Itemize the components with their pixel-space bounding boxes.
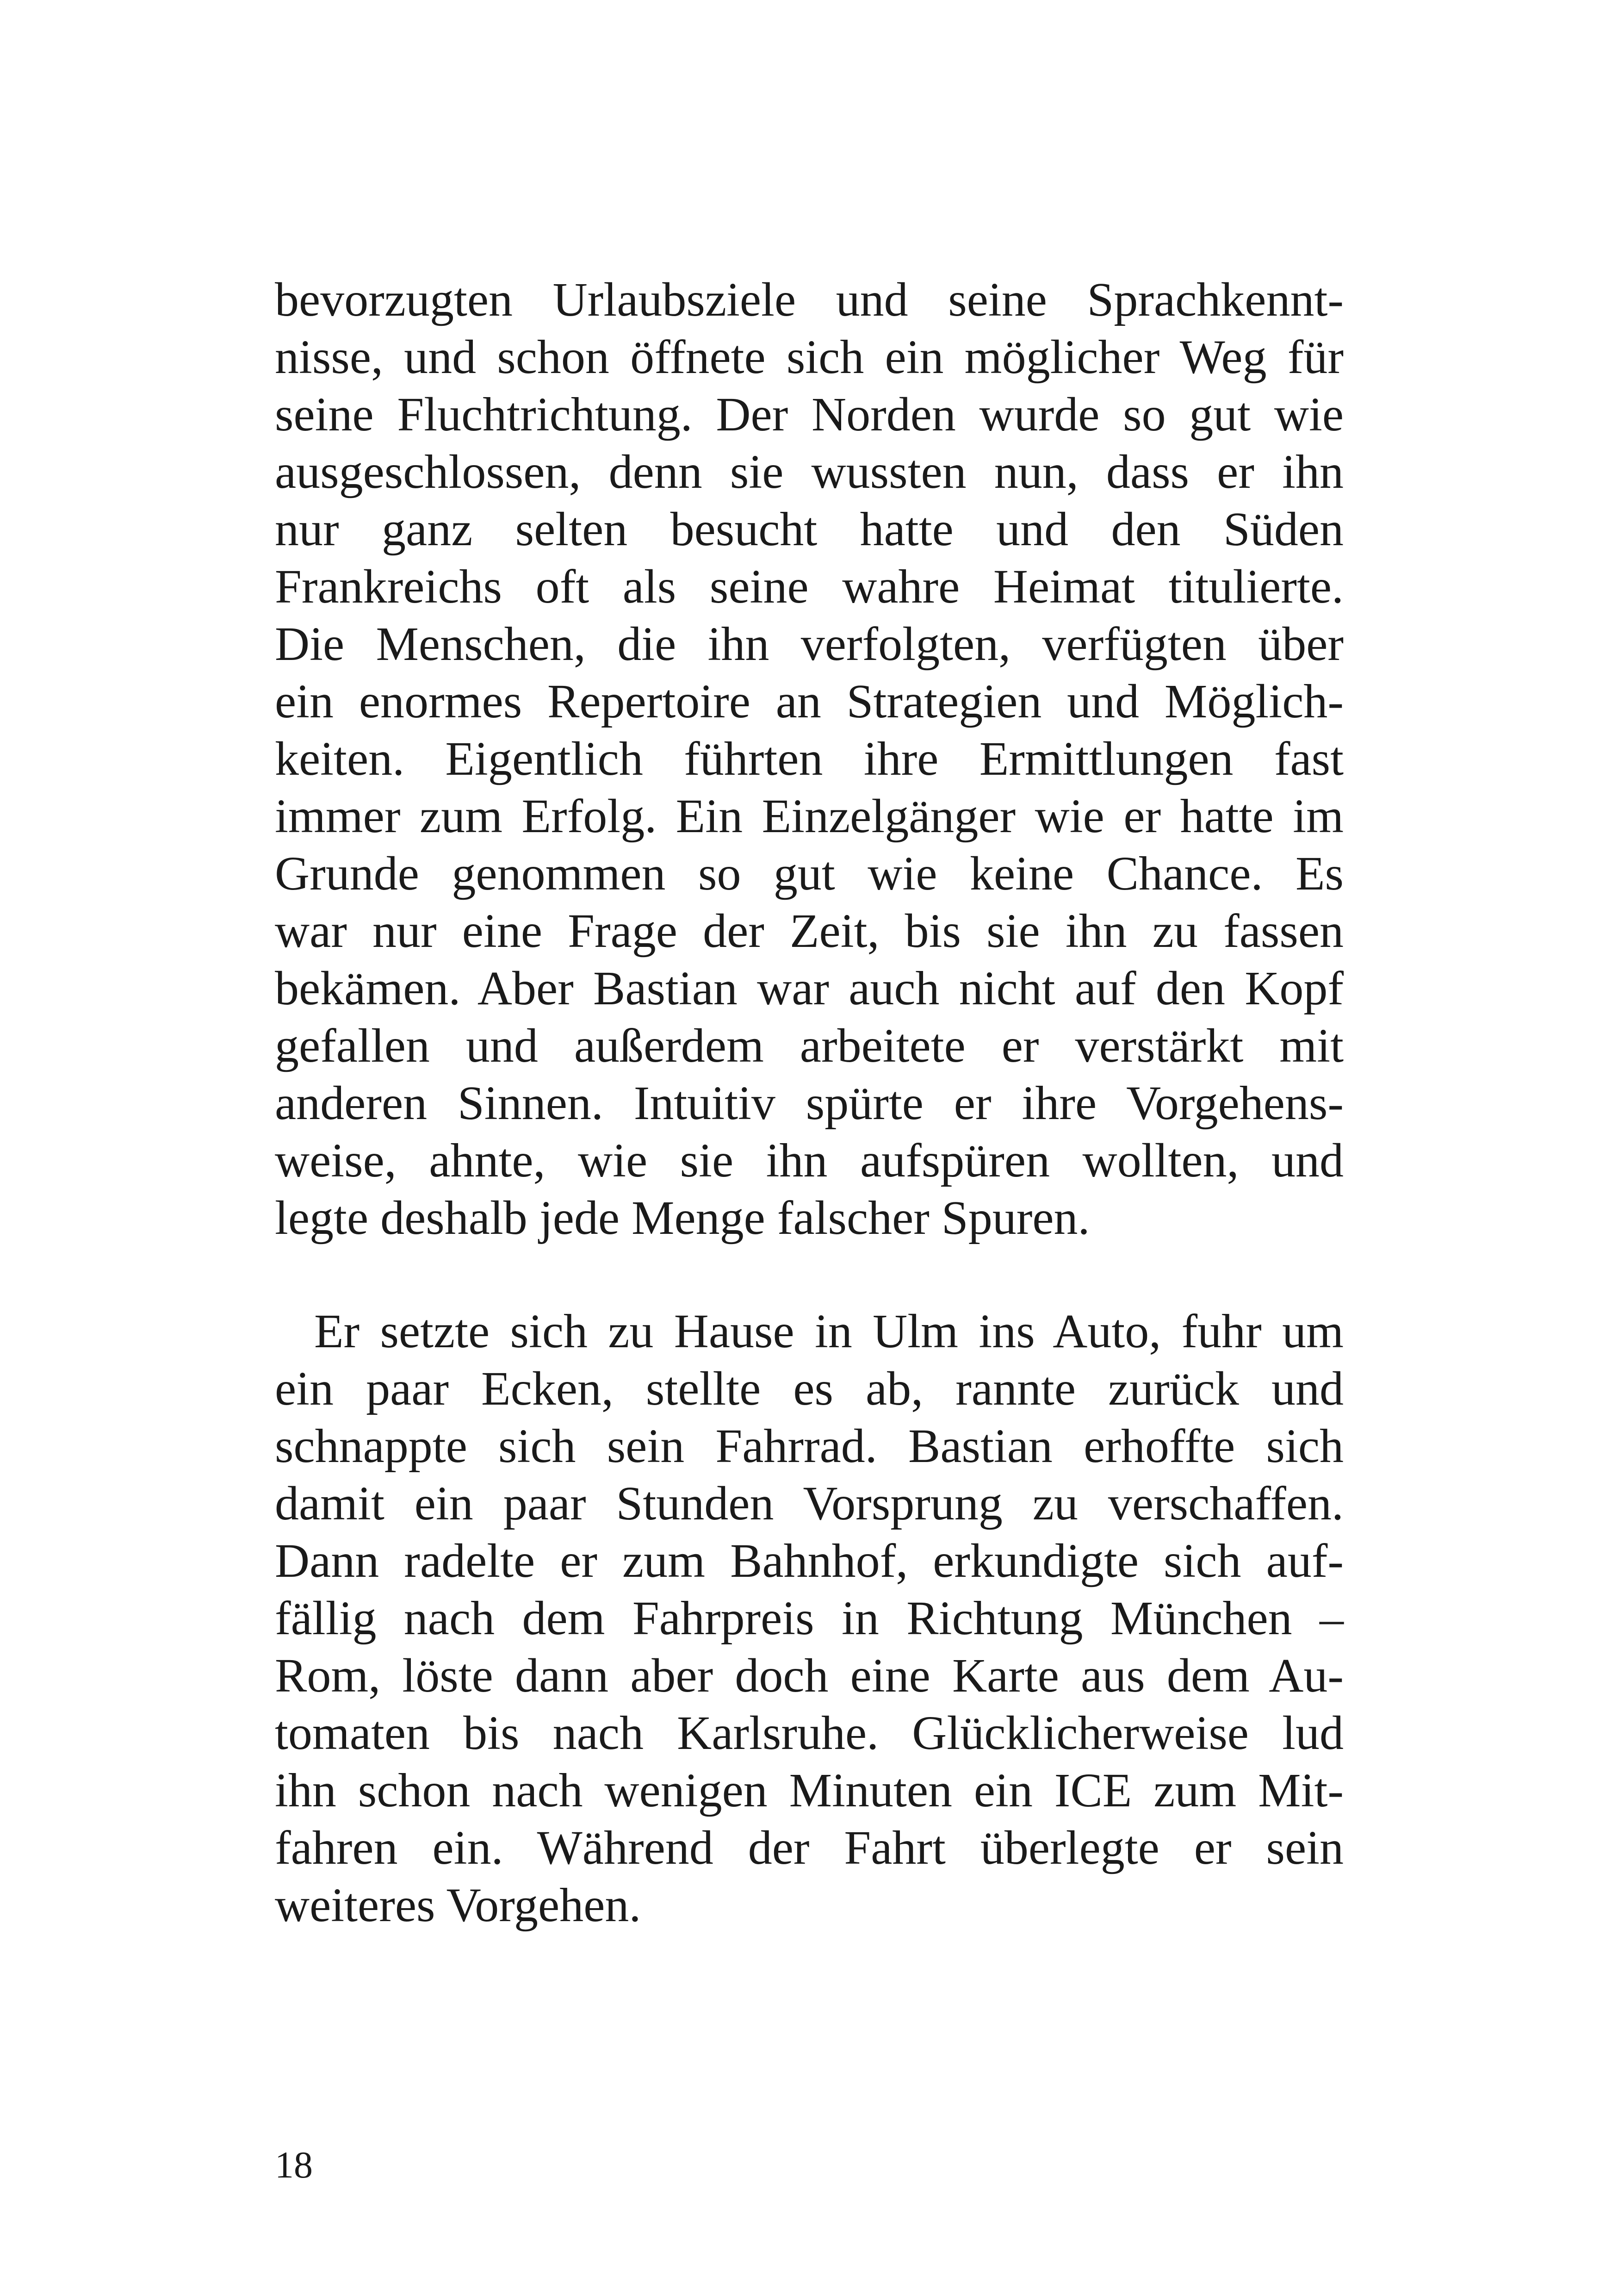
text-line: Rom, löste dann aber doch eine Karte aus dem Au- xyxy=(275,1649,1344,1702)
paragraph-2 xyxy=(275,1303,1344,1934)
text-line: ein paar Ecken, stellte es ab, rannte zurück und xyxy=(275,1362,1344,1415)
text-line: damit ein paar Stunden Vorsprung zu verschaffen. xyxy=(275,1477,1344,1530)
text-line: ihn schon nach wenigen Minuten ein ICE zum Mit- xyxy=(275,1764,1344,1817)
text-line: gefallen und außerdem arbeitete er verstärkt mit xyxy=(275,1019,1344,1072)
text-line: schnappte sich sein Fahrrad. Bastian erhoffte sich xyxy=(275,1419,1344,1473)
text-line: immer zum Erfolg. Ein Einzelgänger wie er hatte im xyxy=(275,790,1344,843)
paragraph-1 xyxy=(275,271,1344,1247)
text-line: nur ganz selten besucht hatte und den Süden xyxy=(275,503,1344,556)
text-line: Grunde genommen so gut wie keine Chance. Es xyxy=(275,847,1344,900)
text-line: bekämen. Aber Bastian war auch nicht auf den Kopf xyxy=(275,962,1344,1015)
text-line: seine Fluchtrichtung. Der Norden wurde so gut wie xyxy=(275,388,1344,441)
text-line: nisse, und schon öffnete sich ein möglicher Weg für xyxy=(275,330,1344,384)
text-line: fahren ein. Während der Fahrt überlegte er sein xyxy=(275,1821,1344,1874)
text-line: keiten. Eigentlich führten ihre Ermittlungen fast xyxy=(275,732,1344,785)
text-line: tomaten bis nach Karlsruhe. Glücklicherweise lud xyxy=(275,1706,1344,1760)
text-line: ein enormes Repertoire an Strategien und Möglich- xyxy=(275,675,1344,728)
text-line: Frankreichs oft als seine wahre Heimat titulierte. xyxy=(275,560,1344,613)
text-line: weiteres Vorgehen. xyxy=(275,1879,641,1932)
text-line: Die Menschen, die ihn verfolgten, verfügten über xyxy=(275,617,1344,671)
text-line: legte deshalb jede Menge falscher Spuren. xyxy=(275,1191,1090,1244)
text-line: ausgeschlossen, denn sie wussten nun, dass er ihn xyxy=(275,445,1344,498)
text-line: anderen Sinnen. Intuitiv spürte er ihre Vorgehens- xyxy=(275,1076,1344,1130)
page-number: 18 xyxy=(275,2144,313,2186)
text-line: fällig nach dem Fahrpreis in Richtung München – xyxy=(275,1592,1344,1645)
text-line: Er setzte sich zu Hause in Ulm ins Auto, fuhr um xyxy=(314,1305,1344,1358)
text-line: war nur eine Frage der Zeit, bis sie ihn zu fassen xyxy=(275,904,1344,958)
text-line: Dann radelte er zum Bahnhof, erkundigte sich auf- xyxy=(275,1534,1344,1587)
text-line: bevorzugten Urlaubsziele und seine Sprachkennt- xyxy=(275,273,1344,326)
text-line: weise, ahnte, wie sie ihn aufspüren wollten, und xyxy=(275,1134,1344,1187)
